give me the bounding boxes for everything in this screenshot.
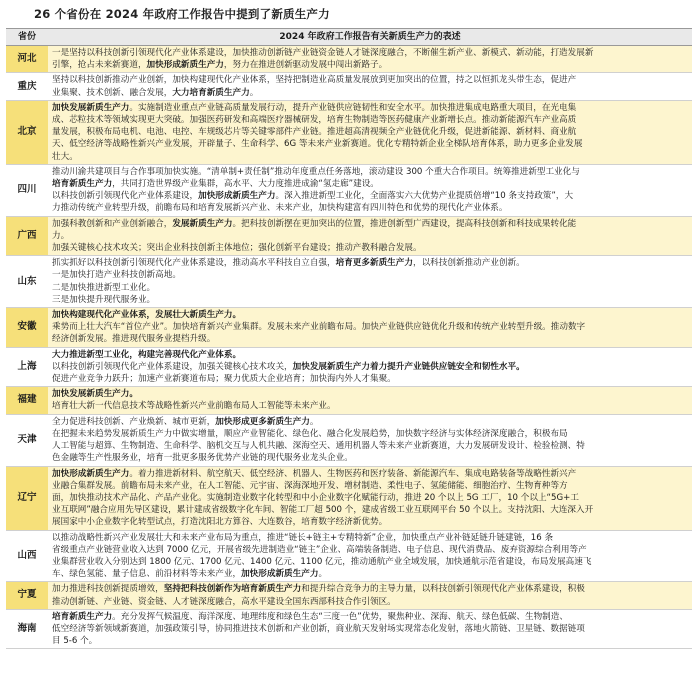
content-text: 。深入推进新型工业化，全面落实六大优势产业提质倍增“10 条支持政策”，大: [275, 191, 574, 202]
content-text: 经济创新发展。推进现代服务业提档升级。: [52, 334, 216, 345]
content-cell: [48, 582, 692, 609]
table-row: [6, 164, 692, 216]
content-text: 以科技创新引领现代化产业体系建设，: [52, 191, 199, 202]
table-row: [6, 100, 692, 164]
province-cell: 海南: [6, 609, 48, 649]
table-row: [6, 216, 692, 256]
content-cell: [48, 466, 692, 530]
page-title: 26 个省份在 2024 年政府工作报告中提到了新质生产力: [34, 7, 330, 21]
content-text: 一是加快打造产业科技创新高地。: [52, 270, 181, 281]
content-text: 业融合集群发展。前瞻布局未来产业，在人工智能、元宇宙、深海深地开发、增材制造、柔性电子、氢能储能、细胞治疗、生物育种等方: [52, 480, 568, 491]
content-line: [52, 568, 688, 580]
content-line: [52, 480, 688, 492]
content-line: [52, 166, 688, 178]
content-text: 色金融等生产性服务业，培育一批更多服务优势产业链的现代服务业龙头企业。: [52, 453, 353, 464]
content-line: [52, 190, 688, 202]
table-row: [6, 308, 692, 348]
content-line: [52, 202, 688, 214]
content-text: 目 5-6 个。: [52, 636, 98, 647]
content-line: [52, 47, 688, 59]
content-line: [52, 282, 688, 294]
content-text: 促进产业竞争力跃升；加速产业新赛道布局；聚力优质大企业培育；加快海内外人才集聚。: [52, 374, 396, 385]
province-cell: 福建: [6, 387, 48, 414]
content-text: 。: [318, 569, 328, 580]
content-line: [52, 294, 688, 306]
content-text: 业集群营业收入分别达到 1800 亿元、1700 亿元、1400 亿元、1100 亿元，推动通航产业全域发展，加快通航示范省建设，布局发展高速飞: [52, 556, 592, 567]
table-row: [6, 347, 692, 387]
content-text: 培育壮大新一代信息技术等战略性新兴产业前瞻布局人工智能等未来产业。: [52, 401, 336, 412]
content-text: 力推动传统产业转型升级，前瞻布局和培育发展新兴产业、未来产业，加快构建富有四川特色和优势的现代化产业体系。: [52, 203, 508, 214]
highlight-text: 加快形成更多新质生产力: [215, 416, 310, 427]
province-cell: 四川: [6, 164, 48, 216]
content-text: 坚持以科技创新推动产业创新，加快构建现代化产业体系，坚持把制造业高质量发展放到更加突出的位置，持之以恒抓龙头带生态，促进产: [52, 75, 577, 86]
content-line: [52, 416, 688, 428]
province-cell: 宁夏: [6, 582, 48, 609]
content-line: [52, 151, 688, 163]
content-line: [52, 309, 688, 321]
content-text: 抓实抓好以科技创新引领现代化产业体系建设，推动高水平科技自立自强，: [52, 258, 336, 269]
province-cell: 山西: [6, 530, 48, 582]
highlight-text: 培育新质生产力: [52, 611, 113, 622]
content-text: 三是加快提升现代服务业。: [52, 294, 156, 305]
province-cell: 广西: [6, 216, 48, 256]
content-line: [52, 230, 688, 242]
content-line: [52, 532, 688, 544]
content-line: [52, 269, 688, 281]
highlight-text: 加快形成新质生产力: [241, 569, 319, 580]
content-text: 以推动战略性新兴产业发展壮大和未来产业布局为重点，推进“链长+链主+专精特新”企业，加快重点产业补链延链升链建链，16 条: [52, 532, 554, 543]
content-text: 推动创新链、产业链、资金链、人才链深度融合，高水平建设全国东西部科技合作引领区。: [52, 596, 396, 607]
content-line: [52, 492, 688, 504]
content-line: [52, 504, 688, 516]
content-cell: [48, 73, 692, 100]
content-text: 加强科教创新和产业创新融合，: [52, 218, 173, 229]
province-cell: 安徽: [6, 308, 48, 348]
content-line: [52, 333, 688, 345]
province-cell: 北京: [6, 100, 48, 164]
content-line: [52, 87, 688, 99]
table-row: [6, 609, 692, 649]
province-cell: 重庆: [6, 73, 48, 100]
highlight-text: 加快发展新质生产力: [52, 102, 130, 113]
content-line: [52, 623, 688, 635]
content-line: [52, 349, 688, 361]
content-cell: [48, 164, 692, 216]
content-text: 。: [249, 87, 259, 98]
table-row: [6, 582, 692, 609]
table-body: [6, 46, 692, 649]
content-text: 力。: [52, 230, 70, 241]
table-row: [6, 414, 692, 466]
highlight-text: 培育更多新质生产力: [335, 258, 413, 269]
content-text: 人工智能与超算、生物制造、生命科学、脑机交互与人机共融、深海空天、通用机器人等未来产业新赛道，大力发展研发设计、检验检测、特: [52, 441, 585, 452]
content-text: 全力促进科技创新、产业焕新、城市更新，: [52, 416, 216, 427]
content-cell: [48, 347, 692, 387]
content-cell: [48, 530, 692, 582]
content-cell: [48, 414, 692, 466]
content-text: 以科技创新引领现代化产业体系建设，加强关键核心技术攻关，: [52, 361, 293, 372]
content-text: 量发展，积极布局电机、电池、电控、车规级芯片等关键零部件产业链。推进超高清视频全产业链优化升级，促进新能源、新材料、商业航: [52, 127, 577, 138]
content-line: [52, 361, 688, 373]
table-row: [6, 73, 692, 100]
content-text: 推动川渝共建项目与合作事项加快实施。“清单制+责任制”推动年度重点任务落地，滚动建设 300 个重大合作项目。统筹推进新型工业化与: [52, 166, 580, 177]
content-line: [52, 74, 688, 86]
highlight-text: 发展新质生产力: [172, 218, 233, 229]
content-line: [52, 440, 688, 452]
content-text: 面，加快推动技术产品化、产品产业化。实施制造业数字化转型和中小企业数字化赋能行动，推进 20 个以上 5G 工厂，10 个以上“5G+工: [52, 492, 579, 503]
content-line: [52, 428, 688, 440]
province-cell: 天津: [6, 414, 48, 466]
province-cell: 河北: [6, 46, 48, 73]
province-table: [6, 28, 692, 649]
content-cell: [48, 46, 692, 73]
content-line: [52, 635, 688, 647]
content-cell: [48, 609, 692, 649]
content-text: 成、芯粒技术等领域实现更大突破。加强医药研发和高端医疗器械研发，培育生物制造等医药健康产业新增长点。推动新能源汽车产业高质: [52, 115, 577, 126]
content-line: [52, 321, 688, 333]
content-line: [52, 556, 688, 568]
content-text: 业集聚、技术创新、融合发展，: [52, 87, 173, 98]
content-text: 引擎，抢占未来新赛道，: [52, 60, 147, 71]
header-content: 2024 年政府工作报告有关新质生产力的表述: [48, 29, 692, 46]
content-text: 展国家中小企业数字化转型试点，打造沈阳北方算谷、大连数谷，培育数字经济新优势。: [52, 517, 388, 528]
content-line: [52, 400, 688, 412]
content-text: 壮大。: [52, 151, 78, 162]
content-line: [52, 452, 688, 464]
highlight-text: 坚持把科技创新作为培育新质生产力: [163, 584, 302, 595]
content-text: 一是坚持以科技创新引领现代化产业体系建设，加快推动创新链产业链资金链人才链深度融合，不断催生新产业、新模式、新动能，打造发展新: [52, 48, 594, 58]
table-row: [6, 256, 692, 308]
content-text: 乘势而上壮大汽车“首位产业”。加快培育新兴产业集群。发展未来产业前瞻布局。加快产业链供应链优化升级和传统产业转型升级。推动数字: [52, 322, 586, 333]
content-text: 加强关键核心技术攻关；突出企业科技创新主体地位；强化创新平台建设；推动产教科融合发展。: [52, 243, 422, 254]
content-text: 。把科技创新摆在更加突出的位置，推进创新型广西建设，提高科技创新和科技成果转化能: [232, 218, 577, 229]
content-line: [52, 596, 688, 608]
content-text: 二是加快推进新型工业化。: [52, 282, 156, 293]
content-text: 天、低空经济等战略性新兴产业发展，开辟量子、生命科学、6G 等未来产业新赛道。优化专精特新企业全梯队培育体系，助力更多企业发展: [52, 139, 583, 150]
content-text: 省级重点产业链营业收入达到 7000 亿元，开展省级先进制造业“链主”企业、高端装备制造、电子信息、现代消费品、废弃资源综合利用等产: [52, 544, 587, 555]
content-text: 加力推进科技创新提质增效，: [52, 584, 164, 595]
content-text: 业互联网”融合应用先导区建设，累计建成省级数字化车间、智能工厂超 500 个，建成省级工业互联网平台 50 个以上。支持沈阳、大连深入开: [52, 505, 594, 516]
content-line: [52, 59, 688, 71]
content-text: ，以科技创新推动产业创新。: [412, 258, 525, 269]
content-text: 。实施制造业重点产业链高质量发展行动，提升产业链供应链韧性和安全水平。加快推进集成电路重大项目，在光电集: [129, 102, 577, 113]
highlight-text: 加快发展新质生产力着力提升产业链供应链安全和韧性水平。: [292, 361, 525, 372]
content-line: [52, 114, 688, 126]
highlight-text: 加快构建现代化产业体系，发展壮大新质生产力。: [52, 310, 242, 321]
highlight-text: 加快形成新质生产力: [52, 468, 130, 479]
table-row: [6, 466, 692, 530]
table-row: [6, 530, 692, 582]
content-text: ，努力在推进创新驱动发展中闯出新路子。: [223, 60, 388, 71]
content-line: [52, 388, 688, 400]
content-text: 低空经济等新领域新赛道，加强政策引导，协同推进技术创新和产业创新，商业航天发射场实现常态化发射，落地火箭链、卫星链、数据链项: [52, 623, 585, 634]
content-line: [52, 218, 688, 230]
content-line: [52, 468, 688, 480]
content-cell: [48, 216, 692, 256]
province-cell: 山东: [6, 256, 48, 308]
content-line: [52, 126, 688, 138]
content-text: 车、绿色氢能、量子信息、前沿材料等未来产业，: [52, 569, 242, 580]
header-province: 省份: [6, 29, 48, 46]
content-line: [52, 138, 688, 150]
province-cell: 上海: [6, 347, 48, 387]
highlight-text: 加快形成新质生产力: [198, 191, 276, 202]
content-line: [52, 102, 688, 114]
content-text: 在把握未来趋势发展新质生产力中做实增量，顺应产业智能化、绿色化、融合化发展趋势，加快数字经济与实体经济深度融合，积极布局: [52, 428, 568, 439]
content-line: [52, 611, 688, 623]
content-line: [52, 242, 688, 254]
content-text: ，共同打造世界级产业集群，高水平、大力度推进成渝“氢走廊”建设。: [112, 179, 379, 190]
content-cell: [48, 308, 692, 348]
content-text: 。: [309, 416, 319, 427]
content-text: 。充分发挥气候温度、海洋深度、地理纬度和绿色生态“三度一色”优势，聚焦种业、深海、航天、绿色低碳、生物制造、: [112, 611, 568, 622]
content-cell: [48, 256, 692, 308]
content-line: [52, 583, 688, 595]
content-text: 和提升综合竞争力的主导力量，以科技创新引领现代化产业体系建设，积极: [301, 584, 585, 595]
content-line: [52, 516, 688, 528]
content-line: [52, 373, 688, 385]
highlight-text: 培育新质生产力: [52, 179, 113, 190]
highlight-text: 加快形成新质生产力: [146, 60, 224, 71]
content-cell: [48, 100, 692, 164]
province-cell: 辽宁: [6, 466, 48, 530]
highlight-text: 大力推进新型工业化，构建完善现代化产业体系。: [52, 349, 242, 360]
content-line: [52, 257, 688, 269]
highlight-text: 大力培育新质生产力: [172, 87, 250, 98]
content-line: [52, 178, 688, 190]
content-line: [52, 544, 688, 556]
content-text: 。着力推进新材料、航空航天、低空经济、机器人、生物医药和医疗装备、新能源汽车、集成电路装备等战略性新兴产: [129, 468, 577, 479]
table-row: [6, 46, 692, 73]
table-row: [6, 387, 692, 414]
content-cell: [48, 387, 692, 414]
highlight-text: 加快发展新质生产力。: [52, 389, 138, 400]
table-header-row: [6, 29, 692, 46]
